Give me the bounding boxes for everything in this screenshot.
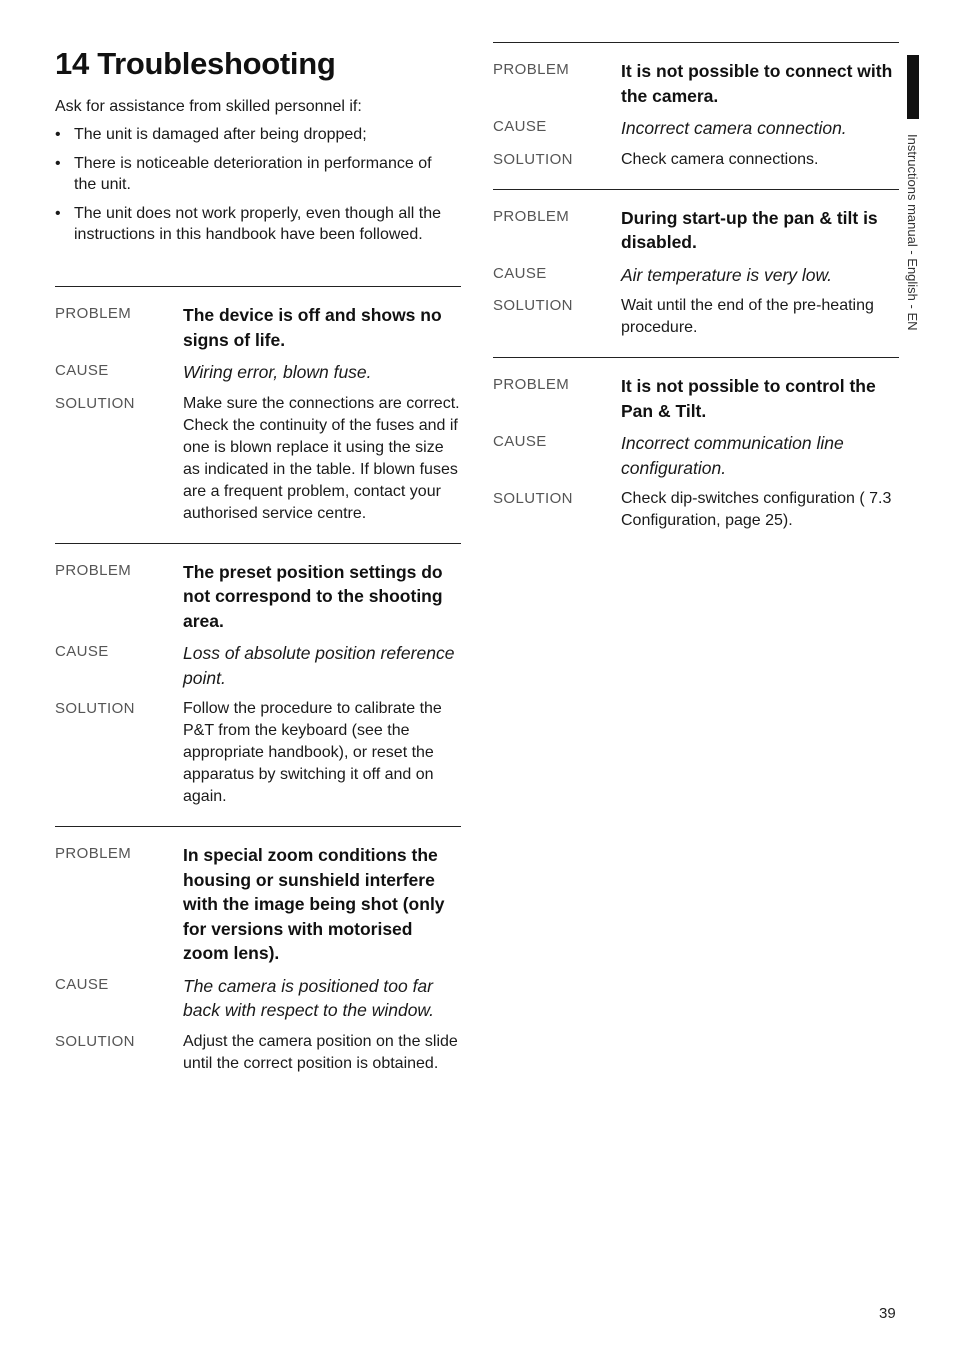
troubleshooting-entry (493, 42, 899, 189)
solution-label: SOLUTION (55, 394, 135, 412)
solution-row (493, 149, 899, 171)
cause-text: Incorrect communication line configuration. (621, 433, 844, 478)
problem-label: PROBLEM (493, 61, 570, 78)
solution-label: SOLUTION (493, 297, 573, 314)
problem-text: The device is off and shows no signs of life. (183, 305, 442, 350)
problem-text: The preset position settings do not correspond to the shooting area. (183, 561, 443, 631)
troubleshooting-entry (493, 189, 899, 358)
problem-row (55, 843, 461, 966)
right-column (493, 42, 899, 550)
cause-text: Loss of absolute position reference point. (183, 643, 455, 688)
solution-label: SOLUTION (493, 490, 573, 507)
cause-text: Incorrect camera connection. (621, 118, 847, 138)
intro-bullet-list (55, 124, 455, 246)
troubleshooting-entry (55, 286, 461, 543)
cause-label: CAUSE (493, 433, 547, 450)
page-title: 14 Troubleshooting (55, 46, 336, 81)
problem-row (493, 59, 899, 108)
problem-text: It is not possible to connect with the camera. (621, 61, 893, 106)
cause-label: CAUSE (55, 362, 109, 379)
problem-label: PROBLEM (55, 561, 132, 579)
solution-text: Check dip-switches configuration ( 7.3 Configuration, page 25). (621, 490, 892, 529)
troubleshooting-entry (55, 826, 461, 1093)
cause-label: CAUSE (55, 643, 109, 660)
cause-label: CAUSE (493, 118, 547, 135)
problem-row (493, 374, 899, 423)
intro-bullet: • The unit is damaged after being dropped; (55, 124, 455, 146)
solution-row (493, 295, 899, 339)
problem-text: During start-up the pan & tilt is disabled. (621, 207, 878, 252)
cause-text: The camera is positioned too far back with respect to the window. (183, 975, 434, 1020)
solution-text: Adjust the camera position on the slide until the correct position is obtained. (183, 1032, 458, 1072)
troubleshooting-entry (493, 357, 899, 550)
intro-bullet: • There is noticeable deterioration in performance of the unit. (55, 154, 432, 193)
bullet-icon: • (55, 204, 61, 222)
solution-text: Check camera connections. (621, 150, 819, 168)
left-column (55, 286, 461, 1093)
bullet-icon: • (55, 154, 61, 172)
cause-text: Wiring error, blown fuse. (183, 362, 372, 382)
problem-text: It is not possible to control the Pan & Tilt. (621, 376, 876, 421)
bullet-icon: • (55, 126, 61, 143)
solution-text: Follow the procedure to calibrate the P&T from the keyboard (see the appropriate handbook), or reset the apparatus by switching it off and on again. (183, 700, 442, 805)
problem-row (493, 206, 899, 255)
problem-text: In special zoom conditions the housing or sunshield interfere with the image being shot (only for versions with motorised zoom lens). (183, 845, 445, 963)
cause-row (55, 974, 461, 1023)
cause-row (493, 116, 899, 141)
solution-label: SOLUTION (55, 1032, 135, 1050)
troubleshooting-entry (55, 543, 461, 827)
problem-label: PROBLEM (55, 845, 132, 862)
problem-row (55, 303, 461, 352)
cause-label: CAUSE (55, 975, 109, 993)
solution-label: SOLUTION (55, 700, 135, 717)
solution-row (55, 1031, 461, 1075)
solution-row (55, 393, 461, 525)
intro-lead: Ask for assistance from skilled personnel if: (55, 98, 362, 115)
problem-label: PROBLEM (55, 305, 132, 322)
cause-row (493, 263, 899, 288)
intro-bullet: • The unit does not work properly, even though all the instructions in this handbook have been followed. (55, 204, 442, 243)
cause-row (493, 431, 899, 480)
cause-label: CAUSE (493, 264, 547, 282)
side-tab-marker (907, 55, 919, 119)
solution-label: SOLUTION (493, 150, 573, 168)
cause-row (55, 641, 461, 690)
page-number: 39 (879, 1305, 896, 1322)
solution-row (493, 488, 899, 532)
cause-text: Air temperature is very low. (621, 264, 833, 285)
solution-row (55, 698, 461, 808)
cause-row (55, 360, 461, 385)
problem-label: PROBLEM (493, 207, 570, 225)
solution-text: Make sure the connections are correct. Check the continuity of the fuses and if one is blown replace it using the size as indicated in the table. If blown fuses are a frequent problem, contact your authorised service centre. (183, 394, 460, 522)
intro-section (55, 96, 455, 253)
problem-label: PROBLEM (493, 376, 570, 393)
solution-text: Wait until the end of the pre-heating procedure. (621, 297, 874, 336)
side-tab-text: Instructions manual - English - EN (905, 134, 920, 331)
problem-row (55, 560, 461, 634)
